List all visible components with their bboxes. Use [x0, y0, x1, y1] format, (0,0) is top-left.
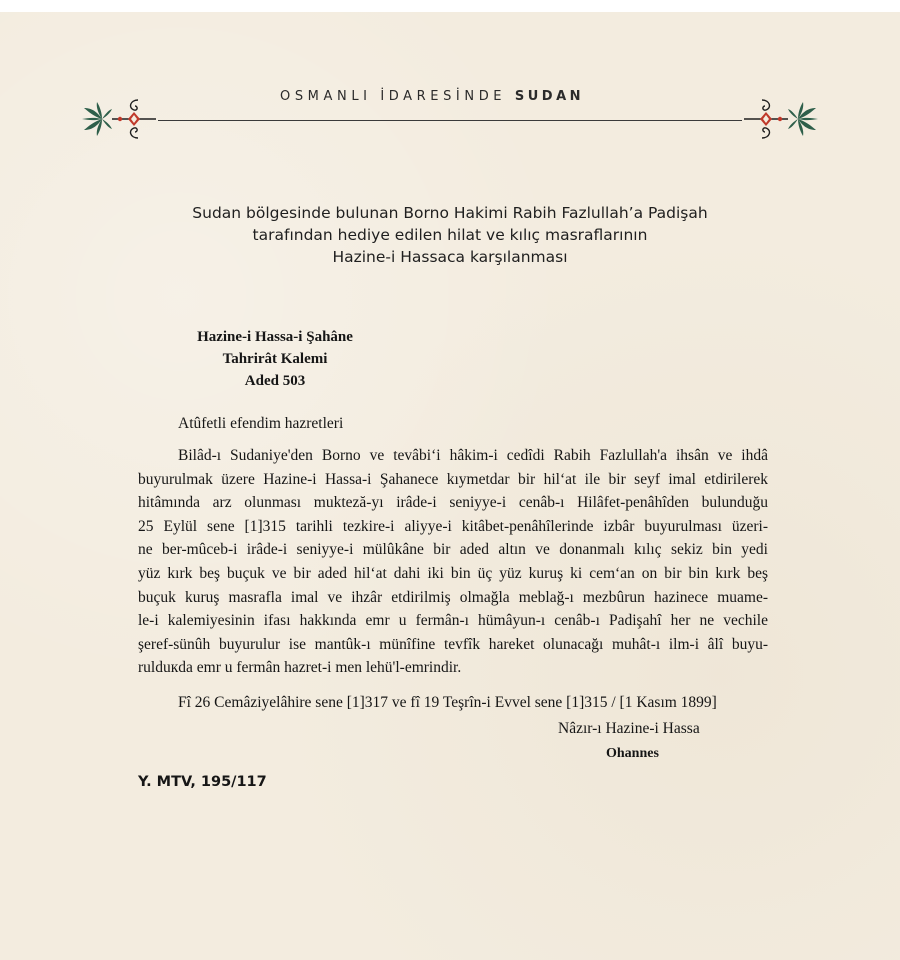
floral-ornament-icon — [76, 96, 156, 142]
letter-body — [138, 444, 768, 680]
document-date: Fî 26 Cemâziyelâhire sene [1]317 ve fî 19 Teşrîn-i Evvel sene [1]315 / [1 Kasım 1899] — [178, 694, 717, 711]
floral-ornament-icon — [744, 96, 824, 142]
document-subject — [150, 202, 750, 268]
header-title — [280, 89, 584, 104]
body-line: le-i kalemiyesinin ifası hakkında emr u fermân-ı hümâyun-ı cenâb-ı Padişahî her ne vechile — [138, 612, 768, 630]
body-line: ne ber-mûceb-i irâde-i seniyye-i mülûkâne bir aded altın ve donanmalı kılıç sekiz bin yedi — [138, 541, 768, 559]
reference-block — [170, 326, 380, 392]
reference-line: Aded 503 — [244, 373, 306, 389]
reference-line: Hazine-i Hassa-i Şahâne — [197, 329, 353, 345]
body-line: hitâmında arz olunması mukteză-yı irâde-i seniyye-i cenâb-ı Hilâfet-penâhîden bulunduğu — [138, 494, 768, 512]
header-title-bold: SUDAN — [514, 89, 585, 104]
archive-reference: Y. MTV, 195/117 — [138, 774, 267, 790]
body-line: şeref-sünûh buyurulur ise mantûk-ı münîfine tevfîk hareket olunacağı muhât-ı ilm-i âlî buyu- — [138, 635, 768, 653]
reference-line: Tahrirât Kalemi — [222, 351, 328, 367]
subject-line: Sudan bölgesinde bulunan Borno Hakimi Rabih Fazlullah’a Padişah — [192, 204, 708, 222]
header-title-regular: OSMANLI İDARESİNDE — [280, 89, 515, 104]
body-line: rulduкda emr u fermân hazret-i men lehü'l-emrindir. — [138, 659, 462, 677]
page-header — [70, 82, 830, 140]
signer-title: Nâzır-ı Hazine-i Hassa — [558, 720, 700, 737]
greeting: Atûfetli efendim hazretleri — [178, 415, 344, 432]
body-line: yüz kırk beş buçuk ve bir aded hil‘at dahi iki bin üç yüz kuruş ki cem‘an on bir bin kırk beş — [138, 564, 768, 582]
body-line: 25 Eylül sene [1]315 tarihli tezkire-i aliyye-i kitâbet-penâhîlerinde izbâr buyurulması üzeri- — [138, 517, 768, 535]
body-line: buyurulmak üzere Hazine-i Hassa-i Şahanece kıymetdar bir hil‘at ile bir seyf imal etdirilerek — [138, 470, 768, 488]
header-divider — [158, 120, 742, 121]
signer-name: Ohannes — [606, 746, 659, 761]
body-line: buçuk kuruş masrafla imal ve ihzâr etdirilmiş olmağla meblağ-ı mezbûrun hazinece muame- — [138, 588, 768, 606]
document-page — [0, 12, 900, 960]
subject-line: tarafından hediye edilen hilat ve kılıç masraflarının — [252, 226, 648, 244]
subject-line: Hazine-i Hassaca karşılanması — [332, 248, 568, 266]
body-line: Bilâd-ı Sudaniye'den Borno ve tevâbi‘i hâkim-i cedîdi Rabih Fazlullah'a ihsân ve ihdâ — [178, 447, 768, 464]
